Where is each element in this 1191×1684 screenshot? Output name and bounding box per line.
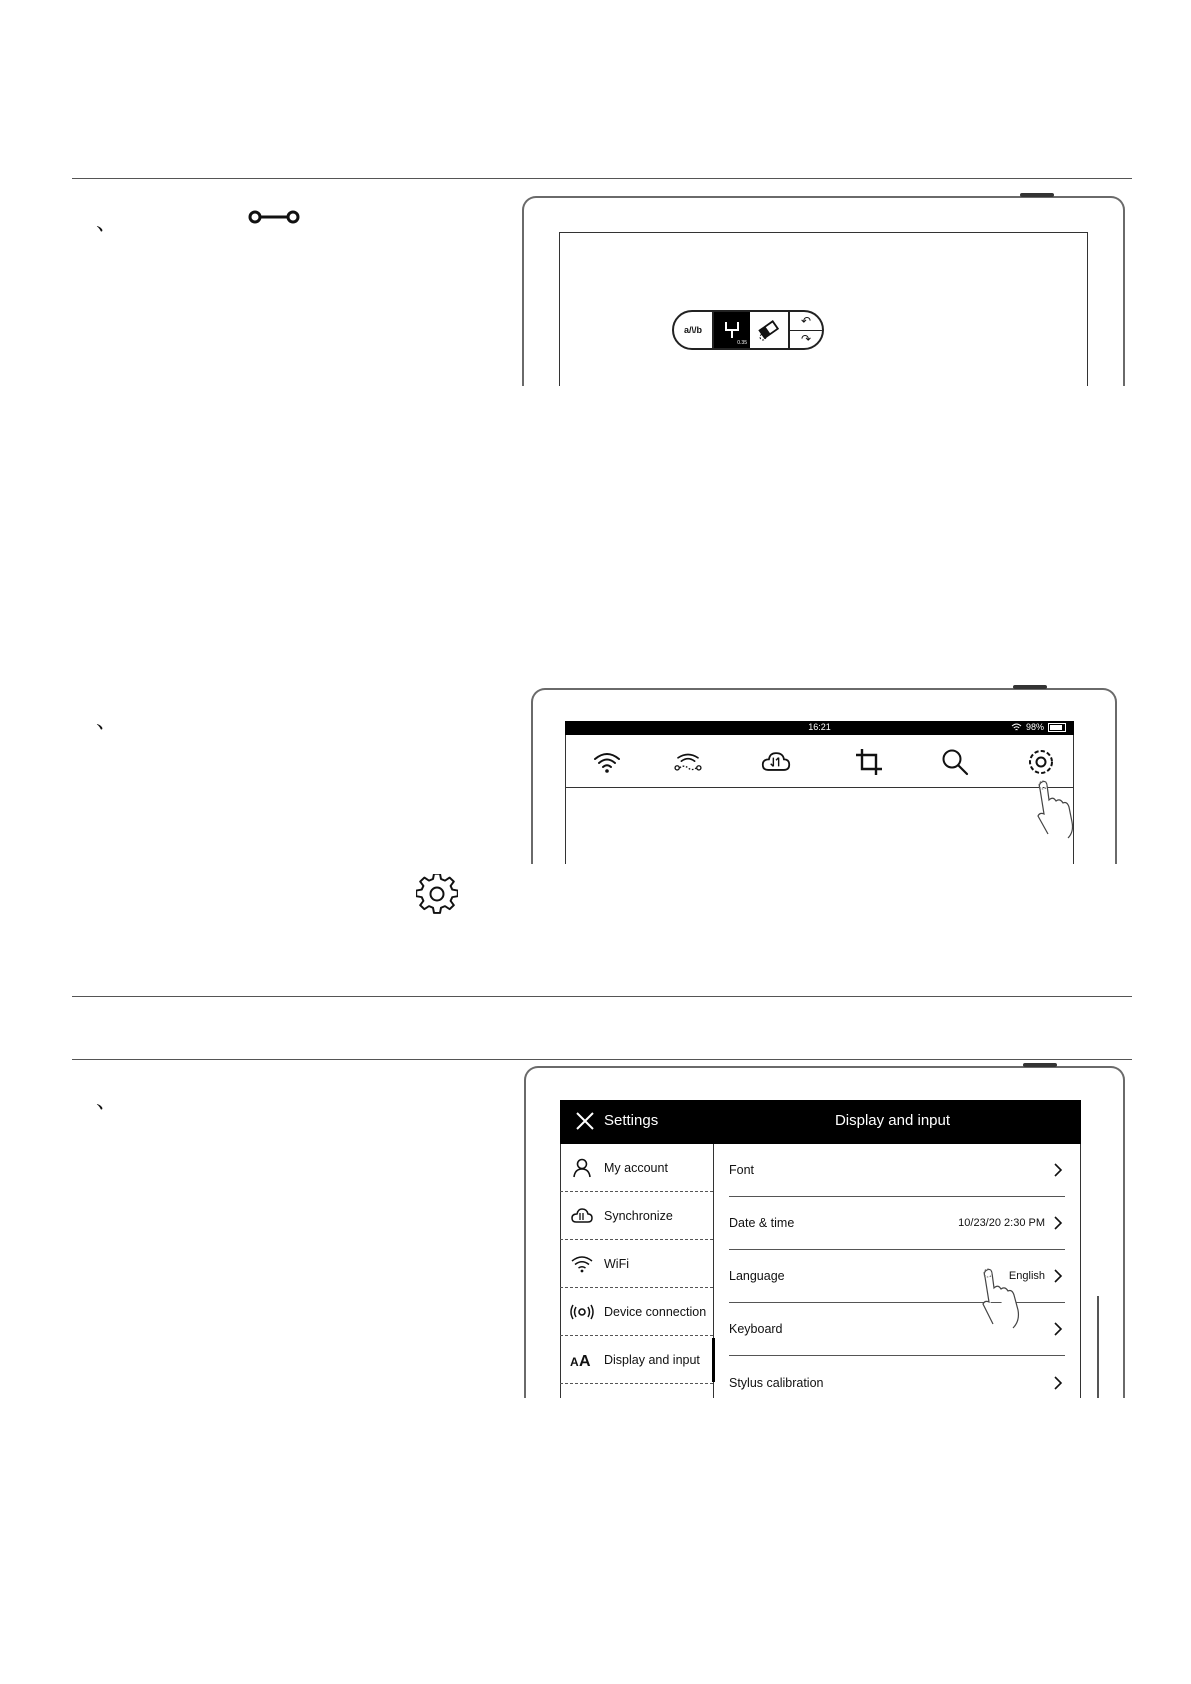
toolbar-handle-label: a/\/b xyxy=(683,325,702,335)
undo-button[interactable]: ↶ xyxy=(790,312,822,331)
list-marker: 、 xyxy=(96,1088,119,1113)
svg-text:A: A xyxy=(570,1354,579,1369)
close-icon[interactable] xyxy=(574,1110,596,1132)
pen-icon xyxy=(723,320,741,340)
divider xyxy=(72,996,1132,997)
wifi-icon[interactable] xyxy=(592,747,622,777)
user-icon xyxy=(572,1158,592,1178)
eraser-tool[interactable] xyxy=(750,312,790,348)
battery-icon xyxy=(1048,723,1066,732)
battery-percent: 98% xyxy=(1025,722,1044,732)
broadcast-icon xyxy=(570,1304,594,1320)
quick-settings-bar xyxy=(565,735,1074,788)
power-button xyxy=(1020,193,1054,197)
chevron-right-icon xyxy=(1051,1216,1065,1230)
divider xyxy=(72,1059,1132,1060)
power-button xyxy=(1023,1063,1057,1067)
sidebar-item-wifi[interactable] xyxy=(560,1240,713,1288)
crop-icon[interactable] xyxy=(854,747,884,777)
sidebar-item-device-connection[interactable] xyxy=(560,1288,713,1336)
sidebar-item-label: WiFi xyxy=(604,1256,629,1271)
gear-icon xyxy=(416,874,458,916)
redo-button[interactable]: ↷ xyxy=(800,332,812,347)
status-time: 16:21 xyxy=(808,722,831,732)
status-indicators xyxy=(1011,722,1066,732)
scrollbar[interactable] xyxy=(1097,1296,1099,1398)
status-bar xyxy=(565,721,1074,735)
bluetooth-link-icon[interactable] xyxy=(673,747,703,777)
settings-row-date-time[interactable] xyxy=(729,1197,1065,1250)
sidebar-item-label: Display and input xyxy=(604,1352,700,1367)
floating-toolbar[interactable] xyxy=(672,310,824,350)
sidebar-item-synchronize[interactable] xyxy=(560,1192,713,1240)
row-label: Date & time xyxy=(729,1216,795,1230)
row-label: Font xyxy=(729,1163,755,1177)
tap-hand-icon xyxy=(1032,778,1080,840)
eraser-icon xyxy=(757,319,781,341)
pen-tool[interactable] xyxy=(714,312,750,348)
settings-header xyxy=(560,1100,1081,1144)
list-marker: 、 xyxy=(96,708,119,733)
toolbar-handle[interactable] xyxy=(674,312,714,348)
settings-row-font[interactable] xyxy=(729,1144,1065,1197)
row-value: English xyxy=(1008,1270,1045,1282)
chevron-right-icon xyxy=(1051,1269,1065,1283)
settings-title: Settings xyxy=(604,1112,659,1129)
chevron-right-icon xyxy=(1051,1322,1065,1336)
cloud-sync-icon[interactable] xyxy=(761,747,791,777)
sidebar-item-label: Synchronize xyxy=(604,1208,673,1223)
row-value: 10/23/20 2:30 PM xyxy=(958,1217,1045,1229)
sidebar-item-display-and-input[interactable] xyxy=(560,1336,713,1384)
pen-size: 0.35 xyxy=(737,340,747,346)
section-title: Display and input xyxy=(834,1112,951,1129)
settings-sidebar xyxy=(560,1144,714,1398)
undo-redo-group xyxy=(790,312,822,348)
divider xyxy=(72,178,1132,179)
row-label: Keyboard xyxy=(729,1322,783,1336)
search-icon[interactable] xyxy=(940,747,970,777)
cloud-sync-icon xyxy=(571,1207,593,1225)
row-label: Language xyxy=(729,1269,785,1283)
svg-text:A: A xyxy=(579,1352,591,1369)
tap-hand-icon xyxy=(978,1266,1028,1330)
wifi-icon xyxy=(571,1255,593,1273)
chevron-right-icon xyxy=(1051,1163,1065,1177)
row-label: Stylus calibration xyxy=(729,1375,824,1390)
sidebar-item-label: My account xyxy=(604,1160,668,1175)
text-size-icon xyxy=(570,1351,594,1369)
power-button xyxy=(1013,685,1047,689)
stroke-connector-icon xyxy=(248,208,300,226)
list-marker: 、 xyxy=(96,210,119,235)
wifi-icon xyxy=(1011,723,1022,732)
chevron-right-icon xyxy=(1051,1376,1065,1390)
sidebar-item-label: Device connection xyxy=(604,1304,707,1319)
device-screen xyxy=(559,232,1088,386)
sidebar-item-my-account[interactable] xyxy=(560,1144,713,1192)
settings-row-stylus-calibration[interactable] xyxy=(729,1356,1065,1409)
gear-icon[interactable] xyxy=(1026,747,1056,777)
